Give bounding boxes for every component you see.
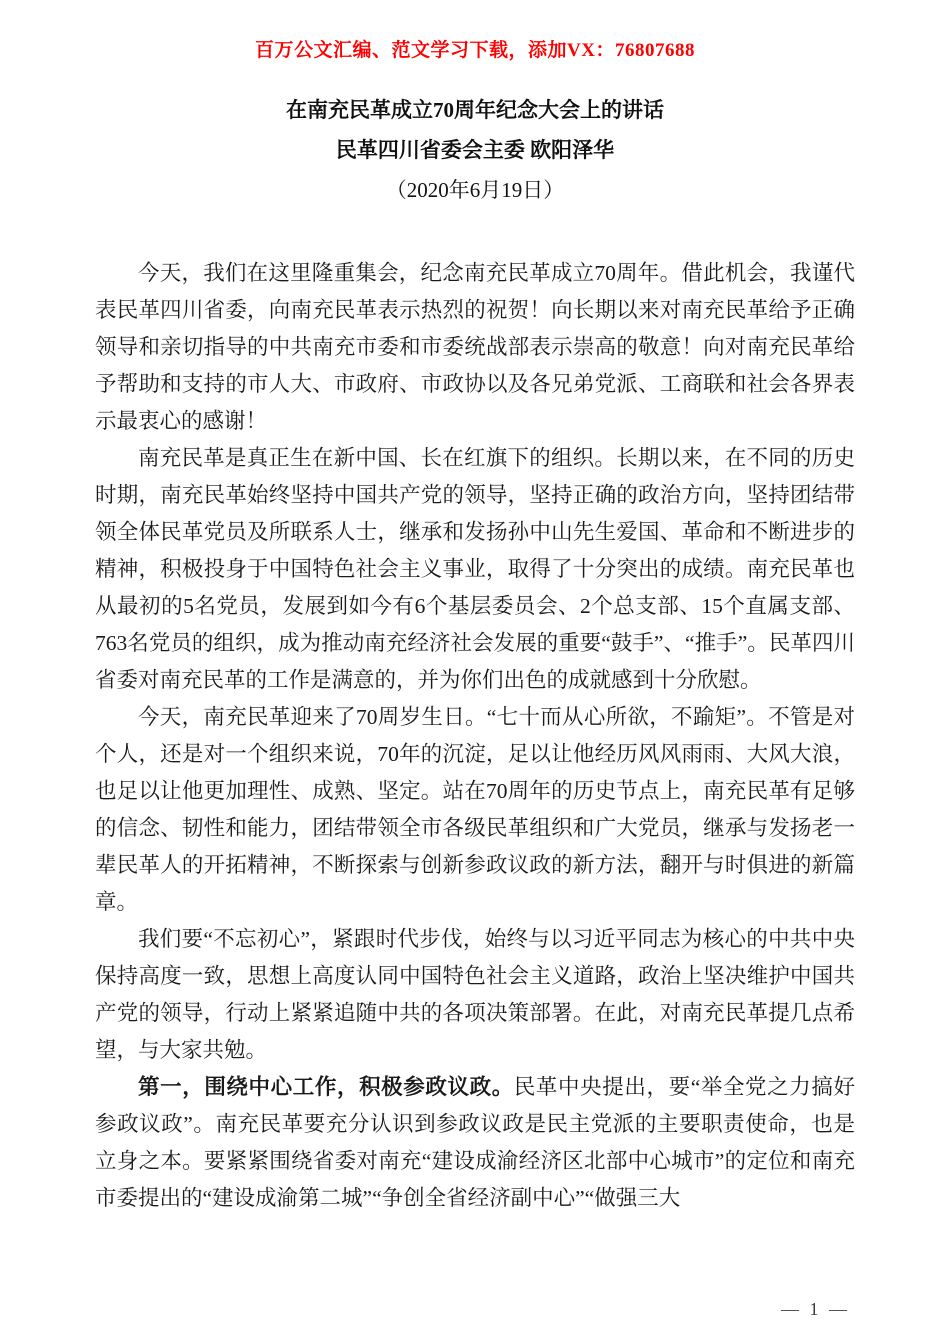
paragraph-text: 民革中央提出，要“举全党之力搞好参政议政”。南充民革要充分认识到参政议政是民主党派的主要职责使命，也是立身之本。要紧紧围绕省委对南充“建设成渝经济区北部中心城市”的定位和南充市委提出的“建设成渝第二城”“争创全省经济副中心”“做强三大 <box>95 1075 855 1210</box>
paragraph <box>95 921 855 1069</box>
document-body <box>95 255 855 1217</box>
page-number: — 1 — <box>781 1299 850 1319</box>
paragraph <box>95 699 855 921</box>
paragraph-text: 南充民革是真正生在新中国、长在红旗下的组织。长期以来，在不同的历史时期，南充民革始终坚持中国共产党的领导，坚持正确的政治方向，坚持团结带领全体民革党员及所联系人士，继承和发扬孙中山先生爱国、革命和不断进步的精神，积极投身于中国特色社会主义事业，取得了十分突出的成绩。南充民革也从最初的5名党员，发展到如今有6个基层委员会、2个总支部、15个直属支部、763名党员的组织，成为推动南充经济社会发展的重要“鼓手”、“推手”。民革四川省委对南充民革的工作是满意的，并为你们出色的成就感到十分欣慰。 <box>95 446 855 692</box>
paragraph <box>95 255 855 440</box>
promo-banner-text: 百万公文汇编、范文学习下载，添加VX：76807688 <box>255 40 695 61</box>
document-title: 在南充民革成立70周年纪念大会上的讲话 <box>286 98 664 122</box>
paragraph-lead: 第一，围绕中心工作，积极参政议政。 <box>138 1075 514 1099</box>
paragraph <box>95 440 855 699</box>
paragraph-text: 今天，我们在这里隆重集会，纪念南充民革成立70周年。借此机会，我谨代表民革四川省委，向南充民革表示热烈的祝贺！向长期以来对南充民革给予正确领导和亲切指导的中共南充市委和市委统战部表示崇高的敬意！向对南充民革给予帮助和支持的市人大、市政府、市政协以及各兄弟党派、工商联和社会各界表示最衷心的感谢！ <box>95 261 855 433</box>
paragraph <box>95 1069 855 1217</box>
document-date-line: （2020年6月19日） <box>385 178 565 202</box>
document-author-line: 民革四川省委会主委 欧阳泽华 <box>335 138 615 162</box>
paragraph-text: 我们要“不忘初心”，紧跟时代步伐，始终与以习近平同志为核心的中共中央保持高度一致，思想上高度认同中国特色社会主义道路，政治上坚决维护中国共产党的领导，行动上紧紧追随中共的各项决策部署。在此，对南充民革提几点希望，与大家共勉。 <box>95 927 855 1062</box>
paragraph-text: 今天，南充民革迎来了70周岁生日。“七十而从心所欲，不踰矩”。不管是对个人，还是对一个组织来说，70年的沉淀，足以让他经历风风雨雨、大风大浪，也足以让他更加理性、成熟、坚定。站在70周年的历史节点上，南充民革有足够的信念、韧性和能力，团结带领全市各级民革组织和广大党员，继承与发扬老一辈民革人的开拓精神，不断探索与创新参政议政的新方法，翻开与时俱进的新篇章。 <box>95 705 855 914</box>
